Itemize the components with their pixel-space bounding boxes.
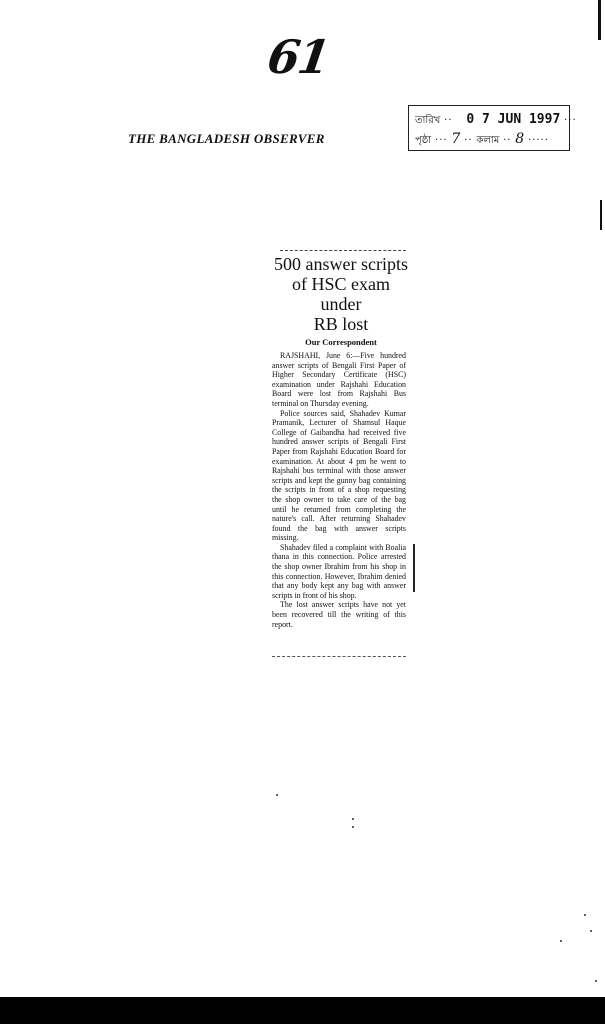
stamp-date-label: তারিখ	[415, 115, 441, 126]
article-paragraph: Shahadev filed a complaint with Boalia thana in this connection. Police arrested the shop owner Ibrahim from his shop in this connection. However, Ibrahim denied that any body kept any bag with answer scripts in front of his shop.	[272, 542, 406, 600]
stamp-dots: ·····	[528, 135, 549, 146]
headline-line: RB lost	[313, 314, 369, 334]
scan-speck	[584, 914, 586, 916]
headline-line: under	[320, 294, 362, 314]
scan-bottom-border	[0, 997, 605, 1024]
stamp-page-value: 7	[451, 131, 461, 147]
article-headline	[266, 254, 416, 334]
stamp-dots: ···	[435, 135, 448, 146]
stamp-date-row	[415, 112, 577, 130]
handwritten-page-number: 61	[264, 30, 332, 84]
scan-edge-mark	[600, 200, 602, 230]
scan-speck	[595, 980, 597, 982]
stamp-dots: ··	[503, 135, 512, 146]
stamp-date-value: 0 7 JUN 1997	[466, 112, 561, 127]
stamp-dots: ··	[464, 135, 473, 146]
stamp-dots: ···	[564, 115, 577, 126]
stamp-page-label: পৃষ্ঠা	[415, 135, 432, 146]
newspaper-clipping	[266, 244, 416, 664]
clipping-cut-edge	[280, 250, 406, 251]
article-paragraph: Police sources said, Shahadev Kumar Pramanik, Lecturer of Shamsul Haque College of Gaibandha had received five hundred answer scripts of Bengali First Paper from Rajshahi Education Board for examination. At about 4 pm he went to Rajshahi bus terminal with those answer scripts and kept the gunny bag containing the scripts in front of a shop requesting the shop owner to take care of the bag until he returned from completing the nature's call. After returning Shahadev found the bag with answer scripts missing.	[272, 408, 406, 543]
article-paragraph: The lost answer scripts have not yet been recovered till the writing of this report.	[272, 600, 406, 629]
newspaper-masthead: THE BANGLADESH OBSERVER	[128, 131, 325, 146]
stamp-page-row	[415, 131, 549, 150]
article-paragraph: RAJSHAHI, June 6:—Five hundred answer scripts of Bengali First Paper of Higher Secondary Certificate (HSC) examination under Rajshahi Education Board were lost from Rajshahi Bus terminal on Thursday evening.	[272, 351, 406, 408]
scan-speck	[590, 930, 592, 932]
scan-speck	[352, 818, 354, 820]
article-byline: Our Correspondent	[305, 337, 377, 347]
article-body	[272, 351, 406, 629]
stamp-column-label: কলাম	[476, 135, 500, 146]
scan-speck	[560, 940, 562, 942]
scan-speck	[352, 826, 354, 828]
stamp-column-value: 8	[515, 131, 525, 147]
headline-line: of HSC exam	[292, 274, 390, 294]
date-stamp	[408, 105, 577, 151]
scan-edge-mark	[598, 0, 601, 40]
stamp-dots: ··	[444, 115, 453, 126]
scan-speck	[276, 794, 278, 796]
clipping-cut-edge	[272, 656, 406, 657]
headline-line: 500 answer scripts	[274, 254, 408, 274]
clipping-edge-mark	[413, 544, 415, 592]
